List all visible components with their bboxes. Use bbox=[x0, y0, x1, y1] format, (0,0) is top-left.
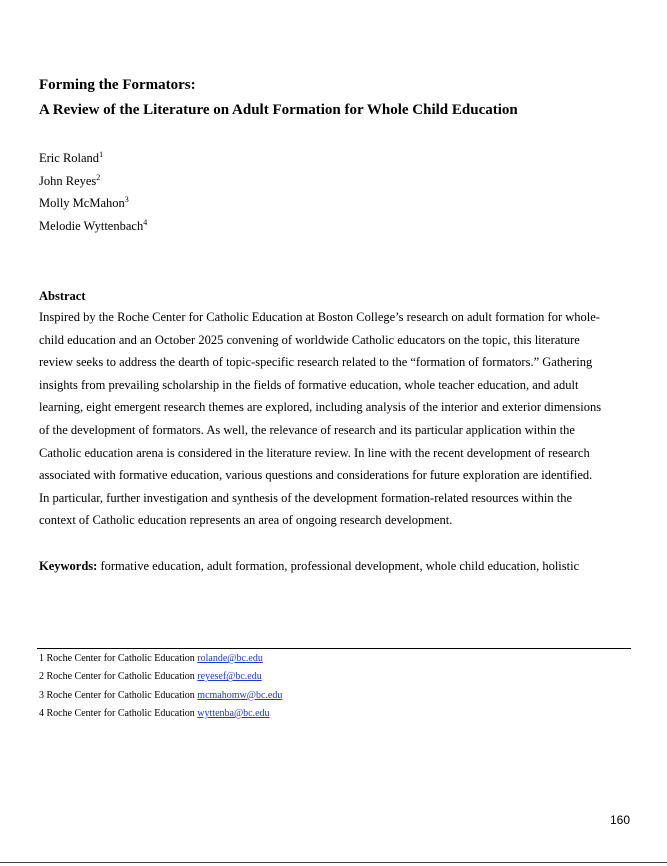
abstract-line: context of Catholic education represents an area of ongoing research development. bbox=[39, 513, 453, 528]
author-name: Molly McMahon bbox=[39, 196, 125, 210]
abstract-line: child education and an October 2025 convening of worldwide Catholic educators on the topic, this literature bbox=[39, 332, 580, 347]
page-bottom-edge bbox=[0, 862, 667, 863]
footnote-affiliation: 1 Roche Center for Catholic Education bbox=[39, 653, 195, 664]
author-footnote-mark: 4 bbox=[143, 217, 148, 227]
author bbox=[39, 195, 147, 218]
author-email-link[interactable]: rolande@bc.edu bbox=[197, 653, 263, 664]
author-email-link[interactable]: wyttenba@bc.edu bbox=[197, 707, 270, 719]
paper-title-line-2: A Review of the Literature on Adult Formation for Whole Child Education bbox=[39, 102, 518, 118]
abstract-line: review seeks to address the dearth of topic-specific research related to the “formation of formators.” Gathering bbox=[39, 355, 593, 370]
author-name: Melodie Wyttenbach bbox=[39, 218, 144, 233]
author-email-link[interactable]: reyesef@bc.edu bbox=[197, 671, 262, 683]
keywords bbox=[39, 557, 579, 575]
footnote-affiliation: 4 Roche Center for Catholic Education bbox=[39, 707, 195, 719]
footnote-affiliation: 2 Roche Center for Catholic Education bbox=[39, 671, 195, 683]
page-number: 160 bbox=[609, 813, 630, 827]
author bbox=[39, 218, 147, 241]
footnote bbox=[39, 689, 282, 707]
footnote bbox=[39, 707, 282, 725]
author-name: Eric Roland bbox=[39, 151, 100, 165]
abstract-line: learning, eight emergent research themes are explored, including analysis of the interior and exterior dimensions bbox=[39, 400, 602, 415]
abstract-body bbox=[39, 308, 639, 534]
author-footnote-mark: 1 bbox=[99, 150, 104, 159]
abstract-heading: Abstract bbox=[39, 289, 86, 303]
author-list bbox=[39, 150, 147, 240]
abstract-line: In particular, further investigation and synthesis of the development formation-related resources within the bbox=[39, 490, 573, 505]
author-footnote-mark: 2 bbox=[96, 172, 101, 182]
author-footnote-mark: 3 bbox=[124, 195, 129, 204]
keywords-text: formative education, adult formation, professional development, whole child education, holistic bbox=[100, 559, 580, 573]
paper-title-line-1: Forming the Formators: bbox=[39, 77, 196, 93]
author-email-link[interactable]: mcmahomw@bc.edu bbox=[197, 689, 283, 701]
abstract-line: Catholic education arena is considered in the literature review. In line with the recent development of research bbox=[39, 445, 590, 460]
keywords-label: Keywords: bbox=[39, 559, 98, 573]
footnote bbox=[39, 670, 282, 688]
abstract-line: Inspired by the Roche Center for Catholic Education at Boston College’s research on adult formation for whole- bbox=[39, 310, 600, 324]
footnote-affiliation: 3 Roche Center for Catholic Education bbox=[39, 689, 195, 701]
author bbox=[39, 173, 147, 196]
footnotes bbox=[39, 652, 282, 725]
author bbox=[39, 150, 147, 173]
abstract-line: insights from prevailing scholarship in the fields of formative education, whole teacher education, and adult bbox=[39, 377, 579, 392]
footnote-divider bbox=[37, 648, 631, 649]
abstract-line: of the development of formators. As well, the relevance of research and its particular application within the bbox=[39, 422, 575, 437]
abstract-line: associated with formative education, various questions and considerations for future exploration are identified. bbox=[39, 468, 593, 483]
footnote bbox=[39, 652, 282, 670]
author-name: John Reyes bbox=[39, 173, 97, 188]
